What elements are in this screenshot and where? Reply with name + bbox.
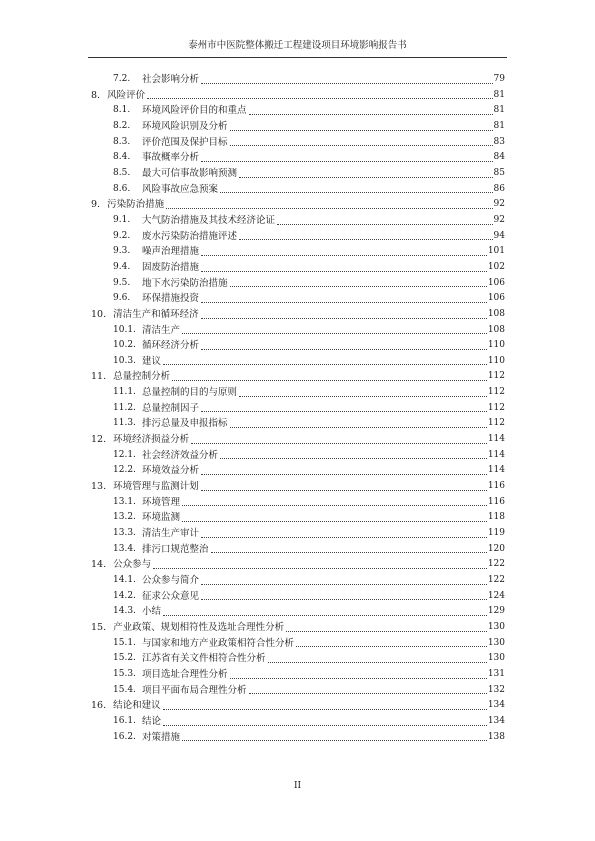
toc-section-entry <box>91 636 505 652</box>
toc-section-entry <box>91 573 505 589</box>
toc-entry-page: 108 <box>487 324 505 335</box>
toc-chapter-entry <box>91 479 505 495</box>
toc-entry-page: 102 <box>487 261 505 272</box>
toc-dot-leader <box>201 83 493 84</box>
toc-dot-leader <box>239 177 493 178</box>
toc-entry-page: 106 <box>487 293 505 304</box>
toc-dot-leader <box>211 552 487 553</box>
toc-entry-page: 116 <box>487 481 505 492</box>
toc-entry-number: 10.2. <box>113 340 136 351</box>
toc-section-entry <box>91 276 505 292</box>
toc-section-entry <box>91 683 505 699</box>
toc-entry-title: 公众参与简介 <box>142 575 200 586</box>
toc-entry-title: 产业政策、规划相符性及选址合理性分析 <box>113 621 285 633</box>
toc-entry-page: 132 <box>487 684 505 695</box>
toc-entry-title: 环境监测 <box>142 512 181 524</box>
toc-entry-page: 79 <box>493 74 505 84</box>
toc-entry-page: 81 <box>493 105 505 116</box>
toc-entry-page: 92 <box>493 199 505 210</box>
toc-entry-title: 循环经济分析 <box>142 340 200 352</box>
toc-entry-page: 134 <box>487 700 505 711</box>
toc-entry-number: 16.2. <box>113 731 136 742</box>
toc-entry-title: 清洁生产审计 <box>142 528 200 540</box>
toc-entry-page: 118 <box>487 512 505 523</box>
toc-section-entry <box>91 244 505 260</box>
toc-entry-title: 建议 <box>142 355 162 367</box>
page-footer <box>0 779 595 793</box>
toc-section-entry <box>91 260 505 276</box>
toc-entry-page: 124 <box>487 590 505 601</box>
toc-entry-page: 110 <box>487 355 505 366</box>
toc-section-entry <box>91 229 505 245</box>
toc-entry-number: 9.3. <box>113 246 131 257</box>
toc-entry-title: 江苏省有关文件相符合性分析 <box>142 653 266 665</box>
toc-dot-leader <box>230 145 493 146</box>
toc-entry-number: 11. <box>91 371 107 383</box>
toc-dot-leader <box>249 114 493 115</box>
toc-entry-page: 122 <box>487 575 505 585</box>
toc-entry-title: 最大可信事故影响预测 <box>142 167 238 179</box>
toc-chapter-entry <box>91 369 505 385</box>
toc-dot-leader <box>201 349 487 350</box>
toc-section-entry <box>91 338 505 354</box>
toc-dot-leader <box>201 411 487 412</box>
toc-entry-number: 7.2. <box>113 74 131 84</box>
toc-entry-number: 13.2. <box>113 512 136 523</box>
toc-entry-number: 9.6. <box>113 293 131 304</box>
toc-entry-number: 14.1. <box>113 575 136 585</box>
toc-entry-number: 12. <box>91 434 107 446</box>
toc-section-entry <box>91 589 505 605</box>
toc-entry-number: 8.4. <box>113 152 131 163</box>
toc-entry-title: 环境经济损益分析 <box>113 434 190 446</box>
toc-entry-number: 15.1. <box>113 637 136 648</box>
toc-entry-title: 风险事故应急预案 <box>142 183 219 195</box>
toc-entry-page: 101 <box>487 246 505 257</box>
toc-entry-page: 110 <box>487 340 505 351</box>
toc-entry-title: 评价范围及保护目标 <box>142 136 228 148</box>
toc-entry-page: 122 <box>487 559 505 570</box>
toc-section-entry <box>91 416 505 432</box>
toc-chapter-entry <box>91 620 505 636</box>
toc-dot-leader <box>286 631 487 632</box>
toc-chapter-entry <box>91 432 505 448</box>
toc-entry-title: 废水污染防治措施评述 <box>142 230 238 242</box>
toc-entry-page: 106 <box>487 277 505 288</box>
toc-dot-leader <box>201 474 487 475</box>
toc-dot-leader <box>220 192 493 193</box>
toc-entry-title: 环境管理与监测计划 <box>113 481 199 493</box>
toc-entry-title: 污染防治措施 <box>107 199 165 211</box>
toc-entry-page: 81 <box>493 120 505 131</box>
toc-entry-page: 131 <box>487 668 505 679</box>
toc-chapter-entry <box>91 698 505 714</box>
toc-entry-title: 环境效益分析 <box>142 465 200 477</box>
toc-entry-page: 116 <box>487 496 505 507</box>
toc-dot-leader <box>249 693 487 694</box>
toc-entry-page: 112 <box>487 387 505 398</box>
toc-chapter-entry <box>91 557 505 573</box>
toc-entry-number: 15.4. <box>113 684 136 695</box>
toc-dot-leader <box>201 302 487 303</box>
toc-section-entry <box>91 103 505 119</box>
toc-entry-title: 清洁生产和循环经济 <box>113 308 199 320</box>
toc-section-entry <box>91 667 505 683</box>
toc-section-entry <box>91 526 505 542</box>
toc-entry-title: 噪声治理措施 <box>142 246 200 258</box>
toc-section-entry <box>91 651 505 667</box>
toc-section-entry <box>91 354 505 370</box>
toc-entry-page: 112 <box>487 418 505 429</box>
toc-section-entry <box>91 714 505 730</box>
toc-entry-number: 9.1. <box>113 214 131 225</box>
toc-dot-leader <box>172 380 487 381</box>
toc-dot-leader <box>201 584 487 585</box>
toc-entry-title: 征求公众意见 <box>142 590 200 602</box>
toc-entry-title: 风险评价 <box>107 89 146 101</box>
toc-chapter-entry <box>91 88 505 104</box>
toc-entry-number: 12.1. <box>113 449 136 460</box>
toc-entry-number: 15. <box>91 621 107 633</box>
toc-entry-number: 8. <box>91 89 101 101</box>
toc-entry-page: 138 <box>487 731 505 742</box>
toc-dot-leader <box>220 458 487 459</box>
toc-dot-leader <box>201 490 487 491</box>
toc-entry-page: 119 <box>487 528 505 539</box>
toc-entry-number: 14.2. <box>113 590 136 601</box>
toc-section-entry <box>91 291 505 307</box>
toc-section-entry <box>91 495 505 511</box>
toc-entry-title: 小结 <box>142 606 162 618</box>
toc-entry-title: 社会经济效益分析 <box>142 449 219 461</box>
toc-dot-leader <box>201 599 487 600</box>
toc-dot-leader <box>201 318 487 319</box>
toc-entry-number: 10.1. <box>113 324 136 335</box>
toc-dot-leader <box>182 505 487 506</box>
toc-section-entry <box>91 119 505 135</box>
toc-section-entry <box>91 323 505 339</box>
toc-entry-title: 社会影响分析 <box>142 74 200 85</box>
toc-section-entry <box>91 72 505 88</box>
toc-entry-number: 9. <box>91 199 101 211</box>
toc-entry-title: 排污总量及申报指标 <box>142 418 228 430</box>
toc-entry-title: 结论和建议 <box>113 700 161 712</box>
toc-entry-page: 108 <box>487 308 505 319</box>
toc-dot-leader <box>230 678 487 679</box>
toc-entry-page: 112 <box>487 371 505 382</box>
toc-section-entry <box>91 135 505 151</box>
toc-entry-title: 地下水污染防治措施 <box>142 277 228 289</box>
toc-entry-title: 环境风险识别及分析 <box>142 120 228 132</box>
toc-entry-page: 83 <box>493 136 505 147</box>
toc-entry-page: 84 <box>493 152 505 163</box>
toc-entry-title: 项目平面布局合理性分析 <box>142 684 247 696</box>
toc-dot-leader <box>163 615 487 616</box>
toc-section-entry <box>91 448 505 464</box>
toc-entry-page: 130 <box>487 637 505 648</box>
toc-entry-title: 总量控制的目的与原则 <box>142 387 238 399</box>
toc-section-entry <box>91 166 505 182</box>
toc-entry-title: 结论 <box>142 715 162 727</box>
toc-entry-number: 9.5. <box>113 277 131 288</box>
toc-entry-title: 大气防治措施及其技术经济论证 <box>142 214 276 226</box>
toc-dot-leader <box>201 271 487 272</box>
toc-entry-title: 事故概率分析 <box>142 152 200 164</box>
toc-dot-leader <box>277 224 493 225</box>
toc-entry-number: 11.1. <box>113 387 136 398</box>
running-header <box>88 39 507 58</box>
toc-entry-number: 8.1. <box>113 105 131 116</box>
toc-entry-number: 16.1. <box>113 715 136 726</box>
toc-section-entry <box>91 182 505 198</box>
toc-entry-number: 9.4. <box>113 261 131 272</box>
toc-entry-number: 9.2. <box>113 230 131 241</box>
toc-entry-title: 环境管理 <box>142 496 181 508</box>
toc-dot-leader <box>230 286 487 287</box>
toc-entry-title: 与国家和地方产业政策相符合性分析 <box>142 637 295 649</box>
toc-entry-number: 13.3. <box>113 528 136 539</box>
toc-dot-leader <box>239 239 493 240</box>
toc-chapter-entry <box>91 197 505 213</box>
toc-entry-number: 13. <box>91 481 107 493</box>
toc-entry-page: 134 <box>487 715 505 726</box>
toc-entry-number: 13.4. <box>113 543 136 554</box>
report-title: 泰州市中医院整体搬迁工程建设项目环境影响报告书 <box>188 40 407 51</box>
page-number: II <box>293 781 302 791</box>
toc-dot-leader <box>296 646 487 647</box>
toc-entry-page: 94 <box>493 230 505 241</box>
toc-entry-number: 8.3. <box>113 136 131 147</box>
toc-entry-page: 130 <box>487 653 505 664</box>
toc-dot-leader <box>191 443 487 444</box>
toc-entry-page: 114 <box>487 449 505 460</box>
toc-entry-page: 129 <box>487 606 505 617</box>
toc-entry-page: 114 <box>487 465 505 476</box>
toc-dot-leader <box>153 568 487 569</box>
toc-entry-number: 15.3. <box>113 668 136 679</box>
toc-entry-number: 14.3. <box>113 606 136 617</box>
toc-entry-title: 对策措施 <box>142 731 181 743</box>
toc-chapter-entry <box>91 307 505 323</box>
toc-dot-leader <box>268 662 487 663</box>
toc-dot-leader <box>182 521 487 522</box>
toc-entry-number: 10. <box>91 308 107 320</box>
toc-dot-leader <box>166 208 492 209</box>
toc-dot-leader <box>163 725 487 726</box>
toc-entry-page: 92 <box>493 214 505 225</box>
toc-entry-number: 11.3. <box>113 418 136 429</box>
toc-entry-page: 114 <box>487 434 505 445</box>
toc-entry-title: 总量控制因子 <box>142 402 200 414</box>
toc-entry-page: 112 <box>487 402 505 413</box>
toc-entry-number: 8.5. <box>113 167 131 178</box>
toc-section-entry <box>91 401 505 417</box>
toc-entry-number: 16. <box>91 700 107 712</box>
toc-entry-number: 11.2. <box>113 402 136 413</box>
toc-entry-number: 8.2. <box>113 120 131 131</box>
toc-dot-leader <box>201 161 493 162</box>
toc-entry-title: 清洁生产 <box>142 324 181 336</box>
toc-dot-leader <box>182 333 487 334</box>
toc-entry-title: 排污口规范整治 <box>142 543 209 555</box>
toc-entry-page: 85 <box>493 167 505 178</box>
toc-dot-leader <box>147 98 492 99</box>
toc-entry-number: 15.2. <box>113 653 136 664</box>
toc-section-entry <box>91 730 505 746</box>
toc-dot-leader <box>163 709 487 710</box>
toc-entry-page: 81 <box>493 89 505 100</box>
toc-entry-title: 总量控制分析 <box>113 371 171 383</box>
toc-dot-leader <box>201 255 487 256</box>
toc-section-entry <box>91 604 505 620</box>
toc-entry-number: 14. <box>91 559 107 571</box>
toc-dot-leader <box>163 364 487 365</box>
toc-section-entry <box>91 510 505 526</box>
toc-section-entry <box>91 542 505 558</box>
toc-entry-title: 环保措施投资 <box>142 293 200 305</box>
toc-section-entry <box>91 385 505 401</box>
toc-dot-leader <box>239 396 487 397</box>
toc-entry-page: 130 <box>487 621 505 632</box>
toc-dot-leader <box>182 740 487 741</box>
toc-entry-page: 120 <box>487 543 505 554</box>
toc-entry-number: 8.6. <box>113 183 131 194</box>
toc-entry-title: 环境风险评价目的和重点 <box>142 105 247 117</box>
toc-entry-number: 10.3. <box>113 355 136 366</box>
toc-dot-leader <box>230 130 493 131</box>
table-of-contents <box>91 72 505 745</box>
toc-entry-title: 项目选址合理性分析 <box>142 668 228 680</box>
toc-section-entry <box>91 150 505 166</box>
toc-entry-number: 13.1. <box>113 496 136 507</box>
toc-dot-leader <box>201 537 487 538</box>
toc-section-entry <box>91 463 505 479</box>
toc-section-entry <box>91 213 505 229</box>
toc-entry-page: 86 <box>493 183 505 194</box>
toc-dot-leader <box>230 427 487 428</box>
toc-entry-number: 12.2. <box>113 465 136 476</box>
toc-entry-title: 公众参与 <box>113 559 152 571</box>
toc-entry-title: 固废防治措施 <box>142 261 200 273</box>
